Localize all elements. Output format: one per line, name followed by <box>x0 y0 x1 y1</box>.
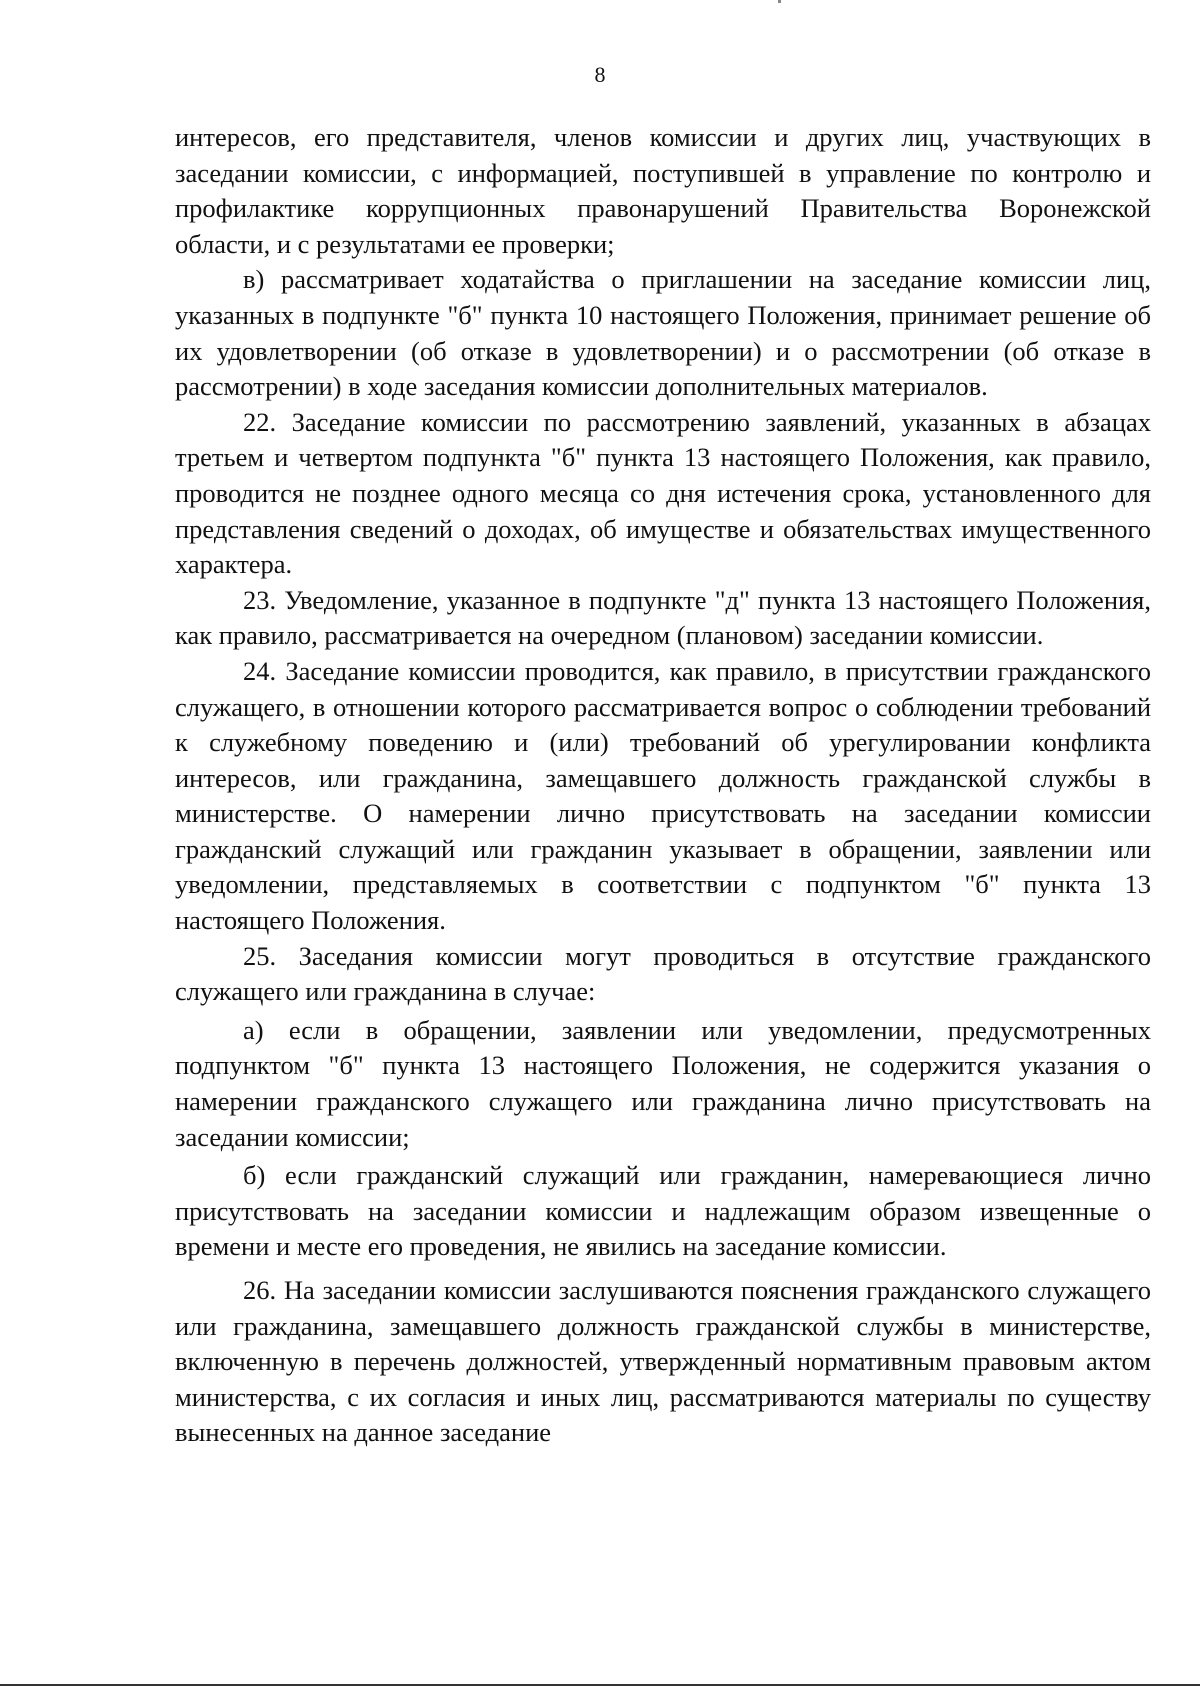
paragraph-22: 22. Заседание комиссии по рассмотрению заявлений, указанных в абзацах третьем и четвертом подпункта "б" пункта 13 настоящего Положения, как правило, проводится не позднее одного месяца со дня истечения срока, установленного для представления сведений о доходах, об имуществе и обязательствах имущественного характера. <box>175 406 1151 580</box>
scan-bottom-edge <box>0 1684 1200 1686</box>
paragraph-24: 24. Заседание комиссии проводится, как правило, в присутствии гражданского служащего, в отношении которого рассматривается вопрос о соблюдении требований к служебному поведению и (или) требований об урегулировании конфликта интересов, или гражданина, замещавшего должность гражданской службы в министерстве. О намерении лично присутствовать на заседании комиссии гражданский служащий или гражданин указывает в обращении, заявлении или уведомлении, представляемых в соответствии с подпунктом "б" пункта 13 настоящего Положения. <box>175 655 1151 936</box>
paragraph-23: 23. Уведомление, указанное в подпункте "д" пункта 13 настоящего Положения, как правило, рассматривается на очередном (плановом) заседании комиссии. <box>175 584 1151 651</box>
paragraph-26: 26. На заседании комиссии заслушиваются пояснения гражданского служащего или гражданина, замещавшего должность гражданской службы в министерстве, включенную в перечень должностей, утвержденный нормативным правовым актом министерства, с их согласия и иных лиц, рассматриваются материалы по существу вынесенных на данное заседание <box>175 1275 1151 1448</box>
paragraph-25: 25. Заседания комиссии могут проводиться в отсутствие гражданского служащего или гражданина в случае: <box>175 940 1151 1007</box>
scan-speck <box>778 0 781 3</box>
paragraph-continuation: интересов, его представителя, членов комиссии и других лиц, участвующих в заседании комиссии, с информацией, поступившей в управление по контролю и профилактике коррупционных правонарушений Правительства Воронежской области, и с результатами ее проверки; <box>175 122 1151 259</box>
paragraph-25-item-b: б) если гражданский служащий или гражданин, намеревающиеся лично присутствовать на заседании комиссии и надлежащим образом извещенные о времени и месте его проведения, не явились на заседание комиссии. <box>175 1160 1151 1262</box>
page-number: 8 <box>594 62 606 87</box>
paragraph-25-item-a: а) если в обращении, заявлении или уведомлении, предусмотренных подпунктом "б" пункта 13 настоящего Положения, не содержится указания о намерении гражданского служащего или гражданина лично присутствовать на заседании комиссии; <box>175 1014 1151 1152</box>
paragraph-item-v: в) рассматривает ходатайства о приглашении на заседание комиссии лиц, указанных в подпункте "б" пункта 10 настоящего Положения, принимает решение об их удовлетворении (об отказе в удовлетворении) и о рассмотрении (об отказе в рассмотрении) в ходе заседания комиссии дополнительных материалов. <box>175 264 1151 402</box>
document-body <box>175 120 1151 1451</box>
